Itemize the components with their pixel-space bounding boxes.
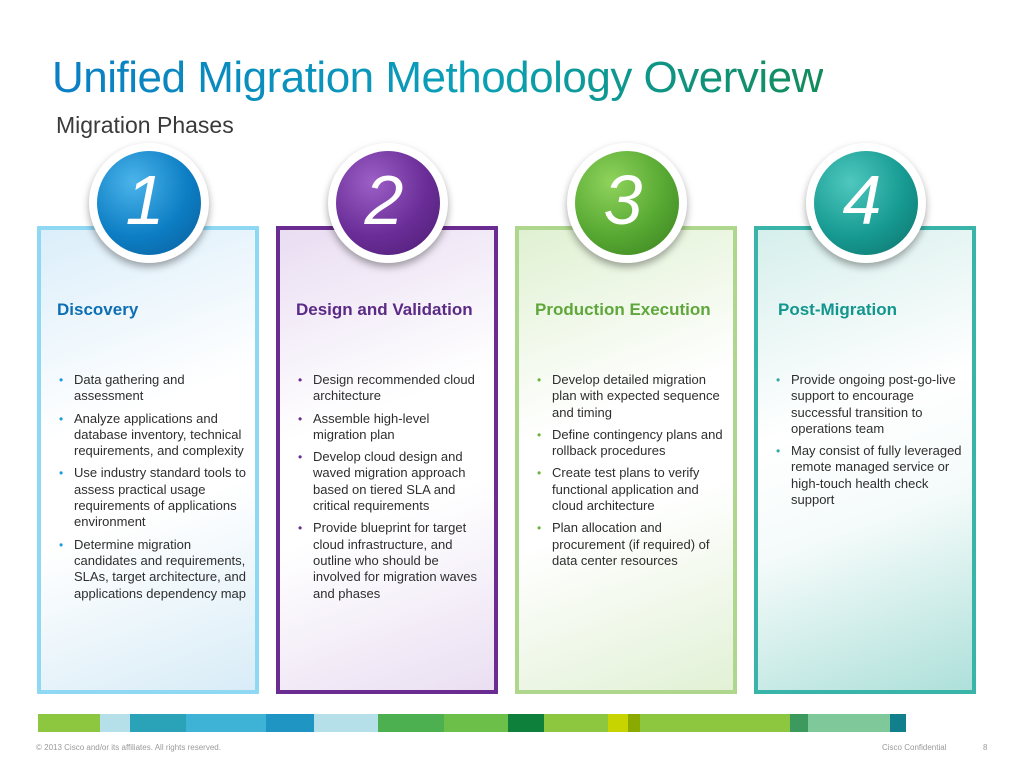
bullet-icon: • <box>537 427 542 442</box>
bullet-text: Create test plans to verify functional application and cloud architecture <box>552 465 700 514</box>
phase-number: 3 <box>603 161 643 239</box>
bullet-text: Develop cloud design and waved migration approach based on tiered SLA and critical requirements <box>313 449 466 514</box>
strip-segment <box>890 714 906 732</box>
page-subtitle: Migration Phases <box>56 112 234 138</box>
phase-number: 4 <box>842 161 882 239</box>
list-item <box>776 443 964 508</box>
list-item <box>298 411 486 444</box>
strip-segment <box>544 714 608 732</box>
phase-card-discovery <box>37 226 259 694</box>
strip-segment <box>130 714 186 732</box>
phase-number-badge-1 <box>89 143 209 263</box>
phase-title: Post-Migration <box>778 300 897 319</box>
strip-segment <box>186 714 266 732</box>
bullet-icon: • <box>298 411 303 426</box>
phase-bullet-list <box>298 372 486 608</box>
bullet-text: Provide blueprint for target cloud infrastructure, and outline who should be involved for migration waves and phases <box>313 520 478 601</box>
bullet-icon: • <box>298 450 303 465</box>
list-item <box>59 372 247 405</box>
phase-title: Production Execution <box>535 300 711 319</box>
phase-card-production-execution <box>515 226 737 694</box>
phase-bullet-list <box>776 372 964 514</box>
list-item <box>298 449 486 514</box>
bullet-icon: • <box>537 373 542 387</box>
phase-bullet-list <box>59 372 247 608</box>
phase-title: Discovery <box>57 300 139 319</box>
list-item <box>537 427 725 460</box>
phase-title: Design and Validation <box>296 300 473 319</box>
strip-segment <box>314 714 378 732</box>
list-item <box>537 520 725 569</box>
strip-segment <box>808 714 890 732</box>
strip-segment <box>608 714 628 732</box>
phase-number: 1 <box>125 161 165 239</box>
list-item <box>537 465 725 514</box>
strip-segment <box>508 714 544 732</box>
phase-number-badge-4 <box>806 143 926 263</box>
bullet-text: Design recommended cloud architecture <box>313 372 475 404</box>
confidential-label: Cisco Confidential <box>882 743 947 752</box>
strip-segment <box>628 714 640 732</box>
strip-segment <box>100 714 130 732</box>
bullet-text: Define contingency plans and rollback procedures <box>552 426 723 459</box>
bullet-icon: • <box>59 466 64 481</box>
page-number: 8 <box>983 743 988 752</box>
bullet-text: Determine migration candidates and requirements, SLAs, target architecture, and applications dependency map <box>74 536 247 601</box>
phase-number: 2 <box>364 161 404 239</box>
phase-bullet-list <box>537 372 725 575</box>
bullet-icon: • <box>298 521 303 536</box>
list-item <box>59 537 247 602</box>
bullet-text: Assemble high-level migration plan <box>313 410 430 442</box>
bullet-icon: • <box>298 373 303 387</box>
bullet-text: Use industry standard tools to assess practical usage requirements of applications environment <box>74 465 246 530</box>
strip-segment <box>790 714 808 732</box>
bullet-text: Provide ongoing post-go-live support to encourage successful transition to operations team <box>791 372 956 436</box>
bullet-text: May consist of fully leveraged remote managed service or high-touch health check support <box>791 443 962 508</box>
strip-segment <box>266 714 314 732</box>
bullet-text: Data gathering and assessment <box>74 372 185 404</box>
page-title: Unified Migration Methodology Overview <box>52 50 823 106</box>
phase-card-design-validation <box>276 226 498 694</box>
bullet-icon: • <box>537 521 542 536</box>
bullet-text: Plan allocation and procurement (if required) of data center resources <box>552 520 710 568</box>
bullet-text: Analyze applications and database inventory, technical requirements, and complexity <box>74 410 244 459</box>
phase-number-badge-3 <box>567 143 687 263</box>
list-item <box>298 372 486 405</box>
phase-number-badge-2 <box>328 143 448 263</box>
bullet-icon: • <box>776 373 781 387</box>
bullet-icon: • <box>59 537 64 552</box>
list-item <box>537 372 725 421</box>
list-item <box>776 372 964 437</box>
decorative-color-strip <box>38 714 986 732</box>
bullet-icon: • <box>59 411 64 426</box>
bullet-icon: • <box>537 466 542 481</box>
phase-card-post-migration <box>754 226 976 694</box>
bullet-icon: • <box>59 373 64 387</box>
list-item <box>298 520 486 601</box>
list-item <box>59 465 247 530</box>
bullet-icon: • <box>776 444 781 459</box>
strip-segment <box>444 714 508 732</box>
strip-segment <box>378 714 444 732</box>
strip-segment <box>640 714 790 732</box>
copyright-text: © 2013 Cisco and/or its affiliates. All rights reserved. <box>36 743 221 752</box>
strip-segment <box>38 714 100 732</box>
list-item <box>59 411 247 460</box>
bullet-text: Develop detailed migration plan with expected sequence and timing <box>552 372 720 420</box>
